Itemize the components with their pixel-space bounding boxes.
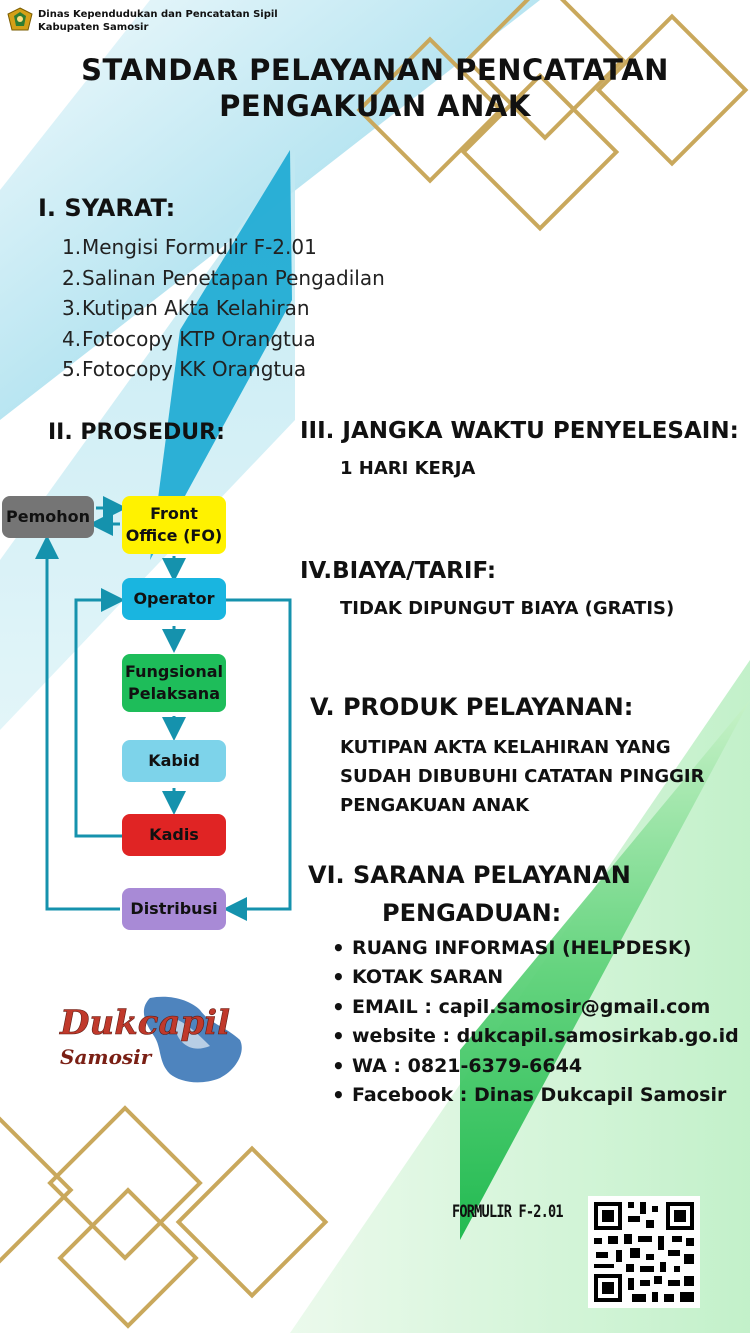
flow-node-operator: Operator [122,578,226,620]
sarana-list [330,934,739,1110]
jangka-waktu-value: 1 HARI KERJA [340,458,476,479]
flow-node-fungsional: Fungsional Pelaksana [122,654,226,712]
syarat-heading: I. SYARAT: [38,194,176,222]
list-item: 3.Kutipan Akta Kelahiran [62,296,310,320]
title-line2: PENGAKUAN ANAK [219,89,531,123]
list-item: 4.Fotocopy KTP Orangtua [62,326,316,351]
biaya-value: TIDAK DIPUNGUT BIAYA (GRATIS) [340,598,675,619]
prosedur-heading: II. PROSEDUR: [48,420,225,445]
produk-heading: V. PRODUK PELAYANAN: [310,693,634,721]
produk-description: KUTIPAN AKTA KELAHIRAN YANG SUDAH DIBUBUHI CATATAN PINGGIR PENGAKUAN ANAK [340,737,705,816]
biaya-heading: IV.BIAYA/TARIF: [300,558,497,584]
list-item: • EMAIL : capil.samosir@gmail.com [330,993,739,1022]
syarat-list [62,232,385,385]
flow-node-kabid: Kabid [122,740,226,782]
flow-node-distribusi: Distribusi [122,888,226,930]
flow-node-kadis: Kadis [122,814,226,856]
gold-diamonds-bottom [0,1108,326,1326]
list-item: 5.Fotocopy KK Orangtua [62,357,307,381]
list-item: • RUANG INFORMASI (HELPDESK) [330,934,739,963]
garuda-emblem-icon [6,6,34,34]
list-item: • website : dukcapil.samosirkab.go.id [330,1022,739,1051]
dukcapil-samosir-logo [50,990,260,1090]
list-item: 1.Mengisi Formulir F-2.01 [62,235,317,259]
list-item: • Facebook : Dinas Dukcapil Samosir [330,1081,739,1110]
formulir-label: FORMULIR F-2.01 [452,1202,563,1222]
agency-line1: Dinas Kependudukan dan Pencatatan Sipil [38,9,278,20]
logo-word-samosir: Samosir [60,1045,152,1069]
page-title [0,52,750,124]
list-item: 2.Salinan Penetapan Pengadilan [62,265,385,290]
agency-line2: Kabupaten Samosir [38,22,149,33]
list-item: • WA : 0821-6379-6644 [330,1052,739,1081]
list-item: • KOTAK SARAN [330,963,739,992]
sarana-heading: VI. SARANA PELAYANAN PENGADUAN: [308,861,631,927]
jangka-waktu-heading: III. JANGKA WAKTU PENYELESAIN: [300,418,739,444]
logo-word-dukcapil: Dukcapil [60,1003,231,1043]
agency-name [38,8,278,34]
qr-code-icon[interactable] [588,1196,700,1308]
flow-node-front-office: Front Office (FO) [122,496,226,554]
flow-node-pemohon: Pemohon [2,496,94,538]
title-line1: STANDAR PELAYANAN PENCATATAN [81,53,669,87]
